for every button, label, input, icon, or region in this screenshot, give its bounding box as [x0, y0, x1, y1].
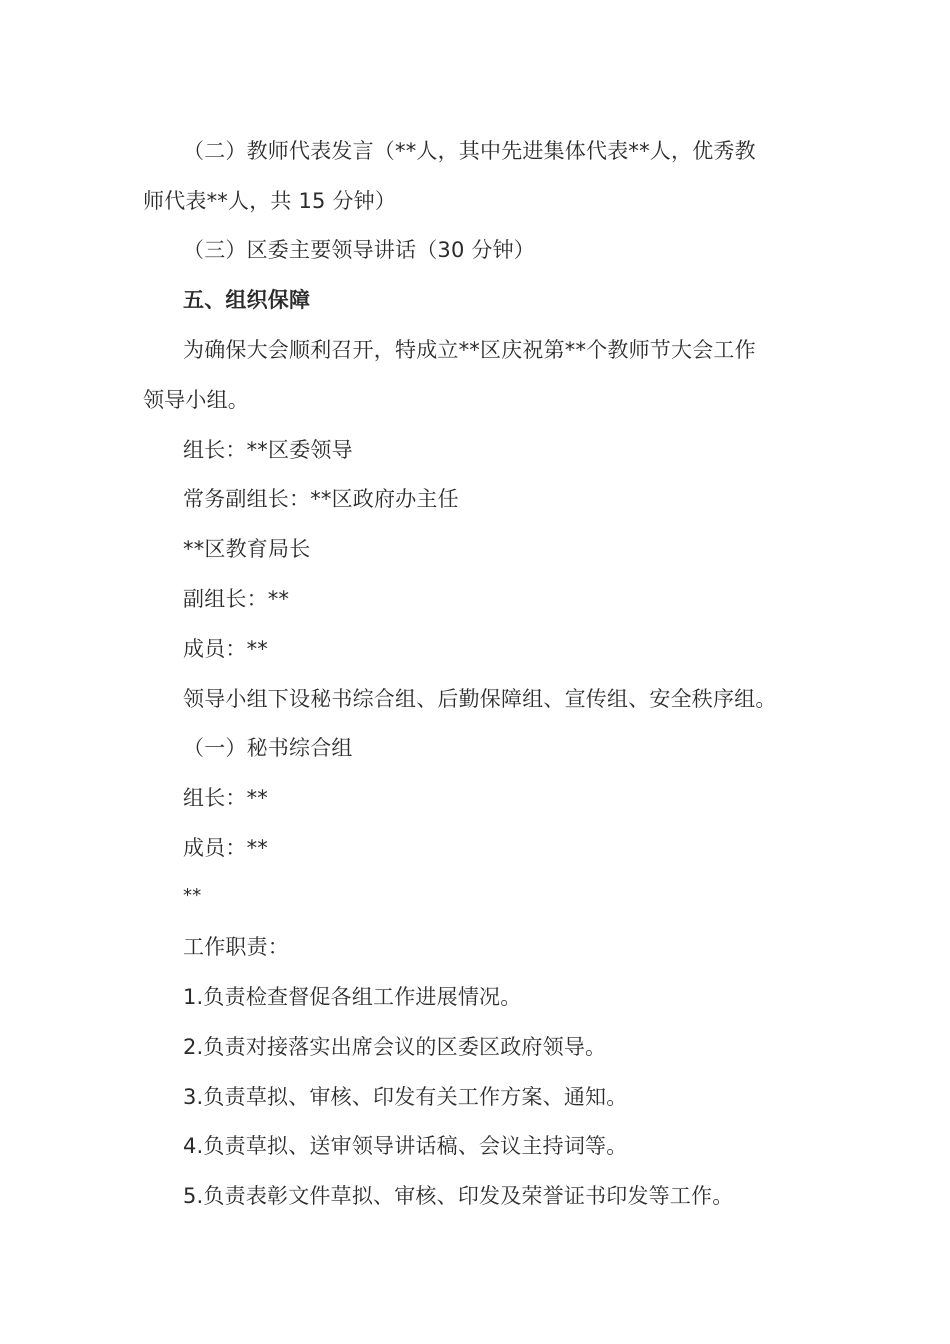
paragraph-leadership-group-cont: 领导小组。	[143, 388, 249, 412]
paragraph-teacher-speech: （二）教师代表发言（**人，其中先进集体代表**人，优秀教	[183, 139, 756, 163]
duty-item: 3.负责草拟、审核、印发有关工作方案、通知。	[183, 1085, 628, 1109]
paragraph-teacher-speech-cont: 师代表**人，共 15 分钟）	[143, 189, 397, 213]
deputy-leader: 副组长：**	[183, 587, 290, 611]
group-leader: 组长：**区委领导	[183, 438, 353, 462]
secretariat-leader: 组长：**	[183, 786, 268, 810]
section-heading: 五、组织保障	[183, 288, 311, 312]
paragraph-leader-speech: （三）区委主要领导讲话（30 分钟）	[183, 238, 535, 262]
paragraph-leadership-group: 为确保大会顺利召开，特成立**区庆祝第**个教师节大会工作	[183, 338, 756, 362]
subgroups-list: 领导小组下设秘书综合组、后勤保障组、宣传组、安全秩序组。	[183, 687, 777, 711]
members: 成员：**	[183, 637, 268, 661]
education-bureau-chief: **区教育局长	[183, 537, 311, 561]
duties-heading: 工作职责：	[183, 935, 289, 959]
duty-item: 4.负责草拟、送审领导讲话稿、会议主持词等。	[183, 1134, 628, 1158]
secretariat-members: 成员：**	[183, 836, 268, 860]
duty-item: 1.负责检查督促各组工作进展情况。	[183, 985, 522, 1009]
subsection-secretariat: （一）秘书综合组	[183, 736, 353, 760]
executive-deputy-leader: 常务副组长：**区政府办主任	[183, 487, 459, 511]
duty-item: 5.负责表彰文件草拟、审核、印发及荣誉证书印发等工作。	[183, 1184, 734, 1208]
duty-item: 2.负责对接落实出席会议的区委区政府领导。	[183, 1035, 607, 1059]
secretariat-members-cont: **	[183, 885, 202, 906]
